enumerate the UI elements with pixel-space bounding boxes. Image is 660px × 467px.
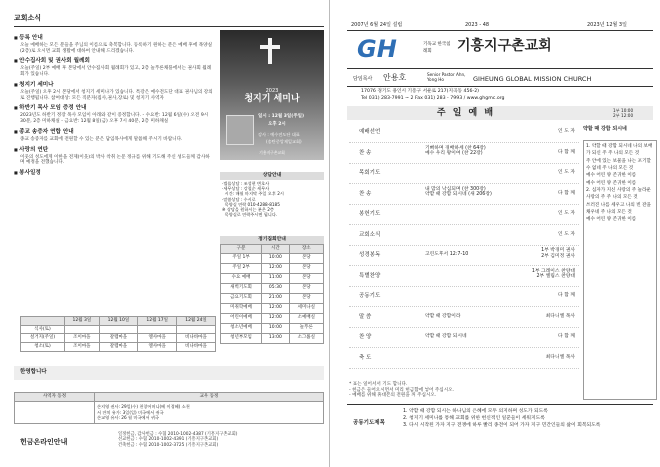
table-row — [221, 313, 324, 323]
consult-line: 목양실 연락 010-4288-8185 — [222, 201, 280, 207]
worship-order-row — [349, 227, 579, 246]
steward-seminar-poster — [220, 30, 324, 160]
meeting-cell: 새벽기도회 — [221, 283, 262, 293]
prayer-list — [403, 408, 653, 430]
table-row — [221, 293, 324, 303]
worship-order-row — [349, 268, 579, 287]
table-row — [21, 325, 216, 334]
table-row — [221, 273, 324, 283]
worship-order-row — [349, 247, 579, 266]
order-item-detail: 기뻐하며 경배하세 (찬 64장) 예수 우리 왕이여 (찬 22장) — [425, 145, 486, 157]
meeting-cell: 11:00 — [262, 273, 290, 283]
prayer-title: 공동기도제목 — [353, 420, 385, 426]
meeting-cell: 본당 — [289, 283, 323, 293]
schedule-cell: 비나바마을 — [177, 342, 216, 351]
meeting-header: 장소 — [289, 244, 323, 253]
prayer-item: 3. 다시 시작된 가자 지구 전쟁에 하루 빨리 종전이 되어 가자 지구 민간인들의 삶이 회복되도록 — [403, 423, 601, 429]
schedule-cell — [138, 325, 177, 334]
worship-order-row — [349, 206, 579, 225]
news-item-title: ■ 안수집사회 및 권사회 월례회 — [14, 58, 214, 65]
order-item-name: 말 씀 — [359, 313, 372, 320]
consult-line: ·세무상담 : 강철순 세무사 — [222, 186, 270, 192]
meeting-cell: 05:30 — [262, 283, 290, 293]
denomination: 기독교 한국침례회 — [423, 42, 451, 54]
consult-line: 시간: 매월 마지막 주일 오후 2시 — [222, 191, 284, 197]
meeting-cell: 주일 2부 — [221, 263, 262, 273]
side-song-title: 약할 때 강함 되시네 — [583, 126, 627, 132]
poster-year: 2023 — [265, 88, 279, 94]
side-lyrics: 1. 약할 때 강함 되시네 나의 보배가 되신 주 주 나의 모든 것 주 안에 있는 보물을 나는 포기할 수 없네 주 나의 모든 것 예수 어린 양 존귀한 이름 예수 어린 양 존귀한 이름 2. 십자가 지신 사랑의 주 놀라운 사랑의 주 주 나의 모든 것 쓰러진 나를 세우고 나의 빈 잔을 채우네 주 나의 모든 것 예수 어린 양 존귀한 이름 — [586, 144, 653, 223]
worship-order-row — [349, 309, 579, 328]
news-item-title: ■ 봉사일정 — [14, 170, 214, 177]
order-item-name: 성경봉독 — [359, 252, 381, 258]
worship-order-row — [349, 186, 579, 205]
birthday-title: 한영합니다 — [20, 369, 47, 375]
offering-accounts: 일정헌금, 감사헌금 : 수협 2010-1002-4387 (기흥지구촌교회) 선교헌금 : 수협 2010-1002-4391 (기흥지구촌교회) 건축헌금 : 수협 2010-1002-3725 (기흥지구촌교회) — [118, 432, 238, 448]
meeting-box — [220, 236, 324, 344]
church-contact: Tel 031) 283-7991 ~ 2 Fax 031) 283 - 7993 / www.ghgmc.org — [361, 96, 505, 101]
order-item-leader: 1부 박경미 권사 2부 김미정 권사 — [541, 248, 575, 259]
news-item-body: 오늘 예배하는 모든 분들을 주님의 이름으로 축복합니다. 등록하기 원하는 분은 예배 후에 목양실(2층)로 오시면 교회 생활에 대하여 안내해 드리겠습니다. — [20, 42, 213, 54]
table-row — [21, 342, 216, 351]
order-item-name: 축 도 — [359, 354, 372, 361]
schedule-header: 12월 24일 — [177, 317, 216, 326]
schedule-cell: 비나바마을 — [177, 334, 216, 343]
meeting-cell: 주일 1부 — [221, 253, 262, 263]
schedule-cell: 조이마을 — [65, 342, 100, 351]
schedule-header: 12월 3일 — [65, 317, 100, 326]
meeting-cell: 청년부모임 — [221, 333, 262, 343]
order-item-name: 교회소식 — [359, 231, 381, 238]
birthday-bar — [14, 366, 324, 380]
order-item-leader: 다 함 께 — [558, 334, 575, 339]
worship-order-row — [349, 329, 579, 348]
poster-caption: 기흥지구촌교회 — [259, 150, 285, 155]
meeting-header: 구분 — [221, 244, 262, 253]
news-item-body: 오늘(주일) 오후 2시 본당에서 청지기 세미나가 있습니다. 특강은 예수전도단 대표 권사님의 강의로 진행됩니다. 참여대상: 모든 직분자(집사,권사,장로) 및 청지기 사역자 — [20, 89, 213, 101]
pastor-label: 담임목사 — [353, 76, 373, 82]
order-item-leader: 인 도 자 — [558, 211, 575, 216]
worship-order-row — [349, 350, 579, 369]
worship-order-row — [349, 124, 579, 143]
schedule-header: 12월 17일 — [138, 317, 177, 326]
member-news-body: 손지영 권사: 29일(수) 천창어머니(베 이경혜) 소천 서 잔치 유가: 3일(일) 미국에서 귀국 손교영 유사: 26 월 미국에서 귀국 — [95, 401, 324, 423]
order-item-leader: 다 함 께 — [558, 293, 575, 298]
news-item-title: ■ 사랑의 연탄 — [14, 147, 214, 154]
consult-line: ·말씀상담 : 수시로 — [222, 196, 256, 202]
schedule-cell: 조이마을 — [65, 334, 100, 343]
worship-order-row — [349, 288, 579, 307]
meeting-cell: 10:00 — [262, 253, 290, 263]
worship-order-row — [349, 165, 579, 184]
meeting-cell: 소그룹실 — [289, 333, 323, 343]
meeting-cell: 본당 — [289, 273, 323, 283]
meeting-cell: 13:00 — [262, 333, 290, 343]
order-item-leader: 최다니엘 목사 — [545, 313, 575, 319]
schedule-cell: 갈렙마을 — [99, 334, 138, 343]
table-row — [21, 334, 216, 343]
order-item-leader: 다 함 께 — [558, 149, 575, 155]
meeting-cell: 12:00 — [262, 263, 290, 273]
news-item-title: ■ 청지기 세미나 — [14, 82, 214, 89]
table-row — [221, 333, 324, 343]
meeting-title: 정기집회안내 — [220, 236, 324, 244]
prayer-item: 2. 청지기 세미나를 통해 교회를 위한 헌신적인 일꾼들이 세워지도록 — [403, 416, 545, 422]
schedule-cell: 식사(토) — [21, 325, 65, 334]
schedule-cell: 갈렙마을 — [99, 342, 138, 351]
table-row — [221, 303, 324, 313]
schedule-header — [21, 317, 65, 326]
side-lyrics-box — [583, 140, 657, 400]
meeting-cell: 본당 — [289, 293, 323, 303]
consult-line: 목양실로 연락주시면 됩니다. — [222, 212, 278, 218]
order-item-name: 찬 양 — [359, 334, 372, 340]
pastor-english: Senior Pastor Ahn, Yong Ho — [427, 72, 466, 83]
order-item-name: 봉헌기도 — [359, 211, 381, 217]
meeting-cell: 본당 — [289, 263, 323, 273]
prayer-news-table — [14, 392, 324, 424]
meeting-cell: 21:00 — [262, 293, 290, 303]
service-times: 1부 10:00 2부 12:00 — [613, 108, 634, 119]
bulletin-right-page — [331, 0, 660, 467]
volunteer-schedule-table — [20, 316, 216, 352]
worship-order-row — [349, 145, 579, 164]
table-row — [221, 323, 324, 333]
news-item-body: 종교 송증자를 교회에 전원할 수 있는 분은 담임목사에게 말씀해 주시기 바랍니다. — [20, 136, 183, 142]
schedule-cell: 설거지(주일) — [21, 334, 65, 343]
table-row — [221, 263, 324, 273]
meeting-cell: 놀푸른 — [289, 323, 323, 333]
meeting-cell: 금요기도회 — [221, 293, 262, 303]
poster-title: 청지기 세미나 — [244, 94, 300, 104]
news-item-body: 2023년도 하반기 정장 목사 모임이 아래와 같이 증정합니다. - 수요반: 12월 6일(수) 오전 9시 30분, 2층 미하채실 - 금요반: 12월 8일(금) 오후 7시 40분, 2층 미하채실 — [20, 113, 209, 125]
meeting-cell: 수요 예배 — [221, 273, 262, 283]
meeting-cell: 12:00 — [262, 313, 290, 323]
order-item-detail: 약할 때 강함 되시네 — [425, 334, 467, 339]
news-section-title: 교회소식 — [14, 14, 42, 22]
order-item-detail: 고린도후서 12:7-10 — [425, 252, 469, 257]
schedule-cell: 청소(토) — [21, 342, 65, 351]
order-item-name: 특별찬양 — [359, 272, 381, 279]
news-item-body: 이웃의 성도에게 이한을 전제(이웃)의 박사 착취 논문 정규를 위해 기도해 주신 성도들께 감사하며 예정을 전했습니다. — [20, 154, 210, 166]
church-address: 17076 경기도 용인시 기흥구 서운로 217(지곡동 456-2) — [361, 89, 479, 94]
order-item-detail: 내 맘의 낙심되며 (찬 300장) 약할 때 강함 되시네 (새 206장) — [425, 186, 492, 198]
poster-time: 오후 2시 — [268, 122, 286, 127]
church-logo: GH — [357, 35, 397, 63]
meeting-cell: 12:00 — [262, 303, 290, 313]
order-item-name: 찬 송 — [359, 190, 372, 197]
order-item-leader: 최다니엘 목사 — [545, 354, 575, 360]
worship-notes: * 표는 일어서서 기도 합니다. - 헌금은 들어오시면서 미리 헌금함에 넣어 주십시오. - 예배를 위해 휴대폰의 전원을 꺼 주십시오. — [349, 382, 455, 399]
news-item-body: 오늘(주일) 2부 예배 후 본당에서 안수집사회 월례회가 있고, 2층 놀푸른채플에서는 권사회 월례회가 있습니다. — [20, 66, 212, 78]
bulletin-date: 2023년 12월 3일 — [587, 22, 627, 28]
consult-line: ※ 상담을 원하시는 분은 2층 — [222, 207, 274, 213]
prayer-item: 1. 약할 때 강함 되시는 하나님의 은혜에 모두 의지하며 성도가 되도록 — [403, 409, 548, 414]
meeting-cell: 어린이예배 — [221, 313, 262, 323]
consult-line: ·법률상담 : 조성현 변호사 — [222, 180, 270, 186]
order-item-detail: 약할 때 강함이라 — [425, 313, 461, 319]
order-item-leader: 1부 그레이스 찬양대 2부 엘림스 찬양대 — [531, 268, 575, 280]
order-item-name: 찬 송 — [359, 149, 372, 156]
poster-date: 일시 : 12월 3일(주일) — [258, 114, 305, 119]
meeting-cell: 본당 — [289, 253, 323, 263]
speaker-photo — [226, 115, 254, 145]
pastor-name: 안용호 — [383, 73, 407, 82]
consult-box — [220, 172, 324, 219]
worker-news-header: 사역자 동정 — [15, 393, 95, 402]
news-item-title: ■ 등록 안내 — [14, 35, 214, 42]
order-item-leader: 인 도 자 — [558, 231, 575, 237]
table-row — [221, 283, 324, 293]
meeting-cell: 소예배실 — [289, 313, 323, 323]
member-news-header: 교우 동정 — [95, 393, 324, 402]
order-item-leader: 다 함 께 — [558, 190, 575, 196]
schedule-cell — [99, 325, 138, 334]
poster-speaker: 강사 : 예수전도단 대표 — [258, 132, 300, 137]
church-english-name: GIHEUNG GLOBAL MISSION CHURCH — [473, 75, 592, 83]
schedule-cell: 엘사마을 — [138, 334, 177, 343]
meeting-cell: 세미나실 — [289, 303, 323, 313]
schedule-header: 12월 10일 — [99, 317, 138, 326]
order-item-name: 목회기도 — [359, 170, 381, 176]
church-name: 기흥지구촌교회 — [457, 38, 552, 54]
meeting-header: 시간 — [262, 244, 290, 253]
worship-title: 주 일 예 배 — [436, 108, 496, 118]
news-item-title: ■ 종교 송증자 연합 안내 — [14, 129, 214, 136]
founding-date: 2007년 6월 24일 설립 — [351, 22, 403, 28]
table-row — [221, 253, 324, 263]
order-item-leader: 인 도 자 — [558, 170, 575, 175]
order-item-name: 예배선언 — [359, 129, 381, 135]
meeting-cell: 10:00 — [262, 323, 290, 333]
consult-title: 상담안내 — [220, 172, 324, 180]
poster-speaker-sub: (송탄중앙제일교회) — [266, 139, 302, 144]
schedule-cell — [177, 325, 216, 334]
issue-number: 2023 - 48 — [465, 22, 490, 28]
meeting-cell: 청소년예배 — [221, 323, 262, 333]
schedule-cell — [65, 325, 100, 334]
order-item-name: 공동기도 — [359, 293, 381, 299]
schedule-cell: 엘사마을 — [138, 342, 177, 351]
news-item-title: ■ 하반기 목사 모임 증정 안내 — [14, 105, 214, 112]
offering-title: 헌금온라인안내 — [20, 438, 68, 446]
news-list — [14, 31, 214, 177]
meeting-cell: 미취학예배 — [221, 303, 262, 313]
order-item-leader: 인 도 자 — [558, 129, 575, 134]
